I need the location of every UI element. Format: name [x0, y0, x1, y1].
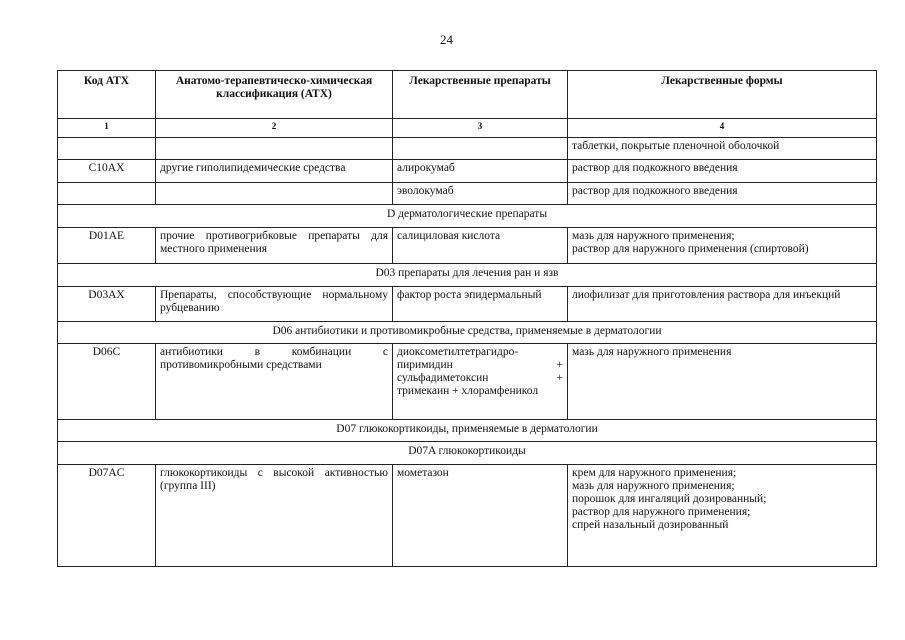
column-number: 4 [568, 119, 877, 138]
header-forms: Лекарственные формы [568, 71, 877, 119]
column-number: 1 [58, 119, 156, 138]
drug-cell: алирокумаб [393, 160, 568, 183]
drug-line: диоксометилтетрагидро- [397, 346, 519, 358]
section-row [58, 264, 877, 287]
class-cell [156, 138, 393, 160]
section-row [58, 442, 877, 465]
class-cell: антибиотики в комбинации с противомикробными средствами [156, 344, 393, 420]
section-title: D07 глюкокортикоиды, применяемые в дерматологии [58, 420, 877, 442]
forms-cell: раствор для подкожного введения [568, 160, 877, 183]
form-line: крем для наружного применения; [572, 467, 737, 479]
form-line: порошок для ингаляций дозированный; [572, 492, 767, 505]
table-row [58, 344, 877, 420]
header-classification: Анатомо-терапевтическо-химическая классификация (АТХ) [156, 71, 393, 119]
table-row [58, 183, 877, 205]
form-line: раствор для наружного применения; [572, 505, 751, 518]
table-row [58, 287, 877, 322]
drug-cell: фактор роста эпидермальный [393, 287, 568, 322]
section-row [58, 322, 877, 344]
table-row [58, 160, 877, 183]
section-title: D дерматологические препараты [58, 205, 877, 228]
code-cell: C10AX [58, 160, 156, 183]
table-row [58, 138, 877, 160]
drug-line: пиримидин + [397, 358, 563, 371]
table-row [58, 465, 877, 567]
drug-cell: салициловая кислота [393, 228, 568, 264]
form-line: мазь для наружного применения; [572, 479, 735, 492]
form-line: спрей назальный дозированный [572, 518, 729, 531]
header-drugs: Лекарственные препараты [393, 71, 568, 119]
header-code: Код АТХ [58, 71, 156, 119]
form-line: мазь для наружного применения; [572, 230, 735, 242]
drug-cell: мометазон [393, 465, 568, 567]
class-cell: глюкокортикоиды с высокой активностью (группа III) [156, 465, 393, 567]
section-title: D06 антибиотики и противомикробные средства, применяемые в дерматологии [58, 322, 877, 344]
forms-cell: раствор для подкожного введения [568, 183, 877, 205]
class-cell: Препараты, способствующие нормальному рубцеванию [156, 287, 393, 322]
section-title: D07A глюкокортикоиды [58, 442, 877, 465]
code-cell: D07AC [58, 465, 156, 567]
column-number: 3 [393, 119, 568, 138]
table-row [58, 228, 877, 264]
forms-cell: мазь для наружного применения [568, 344, 877, 420]
header-row [58, 71, 877, 119]
drug-cell [393, 138, 568, 160]
forms-cell [568, 465, 877, 567]
code-cell: D03AX [58, 287, 156, 322]
section-title: D03 препараты для лечения ран и язв [58, 264, 877, 287]
code-cell [58, 183, 156, 205]
page-number: 24 [440, 32, 453, 47]
class-cell [156, 183, 393, 205]
drug-cell: эволокумаб [393, 183, 568, 205]
code-cell: D06C [58, 344, 156, 420]
forms-cell: таблетки, покрытые пленочной оболочкой [568, 138, 877, 160]
column-number-row [58, 119, 877, 138]
form-line: раствор для наружного применения (спиртовой) [572, 242, 809, 255]
drug-line: тримекаин + хлорамфеникол [397, 384, 539, 397]
forms-cell [568, 228, 877, 264]
drug-table [57, 70, 877, 567]
section-row [58, 420, 877, 442]
drug-line: сульфадиметоксин + [397, 371, 563, 384]
column-number: 2 [156, 119, 393, 138]
forms-cell: лиофилизат для приготовления раствора для инъекций [568, 287, 877, 322]
drug-cell [393, 344, 568, 420]
code-cell [58, 138, 156, 160]
code-cell: D01AE [58, 228, 156, 264]
section-row [58, 205, 877, 228]
class-cell: прочие противогрибковые препараты для местного применения [156, 228, 393, 264]
class-cell: другие гиполипидемические средства [156, 160, 393, 183]
